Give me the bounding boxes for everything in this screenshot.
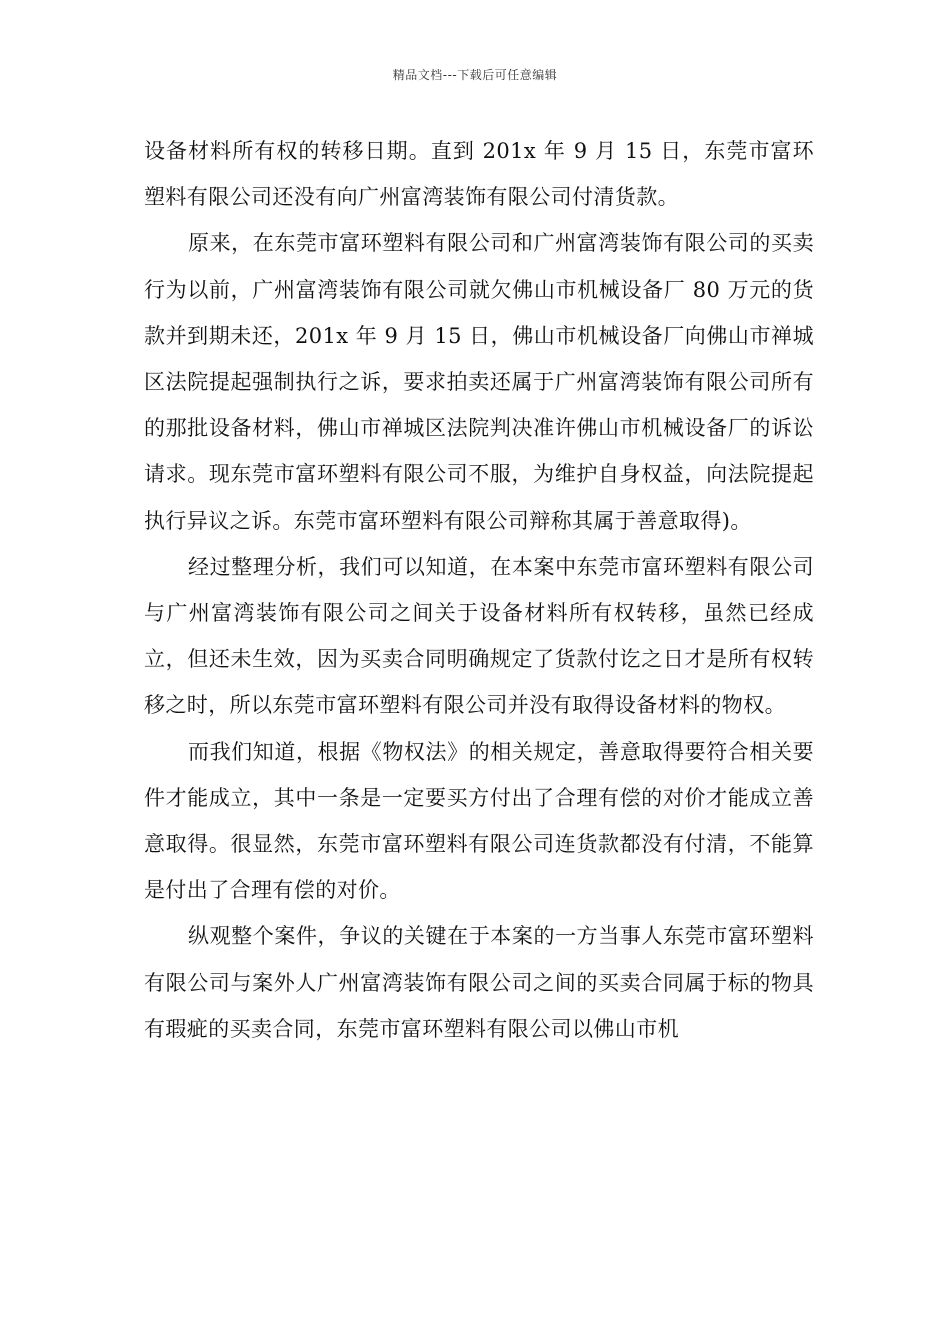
page-header: 精品文档---下载后可任意编辑 <box>392 68 558 82</box>
paragraph-3: 经过整理分析，我们可以知道，在本案中东莞市富环塑料有限公司与广州富湾装饰有限公司之间关于设备材料所有权转移，虽然已经成立，但还未生效，因为买卖合同明确规定了货款付讫之日才是所有权转移之时，所以东莞市富环塑料有限公司并没有取得设备材料的物权。 <box>144 554 814 718</box>
paragraph-4: 而我们知道，根据《物权法》的相关规定，善意取得要符合相关要件才能成立，其中一条是一定要买方付出了合理有偿的对价才能成立善意取得。很显然，东莞市富环塑料有限公司连货款都没有付清，不能算是付出了合理有偿的对价。 <box>144 739 814 903</box>
document-body <box>144 128 814 1052</box>
paragraph-2: 原来，在东莞市富环塑料有限公司和广州富湾装饰有限公司的买卖行为以前，广州富湾装饰有限公司就欠佛山市机械设备厂 80 万元的货款并到期未还，201x 年 9 月 15 日，佛山市机械设备厂向佛山市禅城区法院提起强制执行之诉，要求拍卖还属于广州富湾装饰有限公司所有的那批设备材料，佛山市禅城区法院判决准许佛山市机械设备厂的诉讼请求。现东莞市富环塑料有限公司不服，为维护自身权益，向法院提起执行异议之诉。东莞市富环塑料有限公司辩称其属于善意取得)。 <box>144 231 814 533</box>
paragraph-5: 纵观整个案件，争议的关键在于本案的一方当事人东莞市富环塑料有限公司与案外人广州富湾装饰有限公司之间的买卖合同属于标的物具有瑕疵的买卖合同，东莞市富环塑料有限公司以佛山市机 <box>144 924 814 1041</box>
paragraph-1: 设备材料所有权的转移日期。直到 201x 年 9 月 15 日，东莞市富环塑料有限公司还没有向广州富湾装饰有限公司付清货款。 <box>144 139 814 210</box>
